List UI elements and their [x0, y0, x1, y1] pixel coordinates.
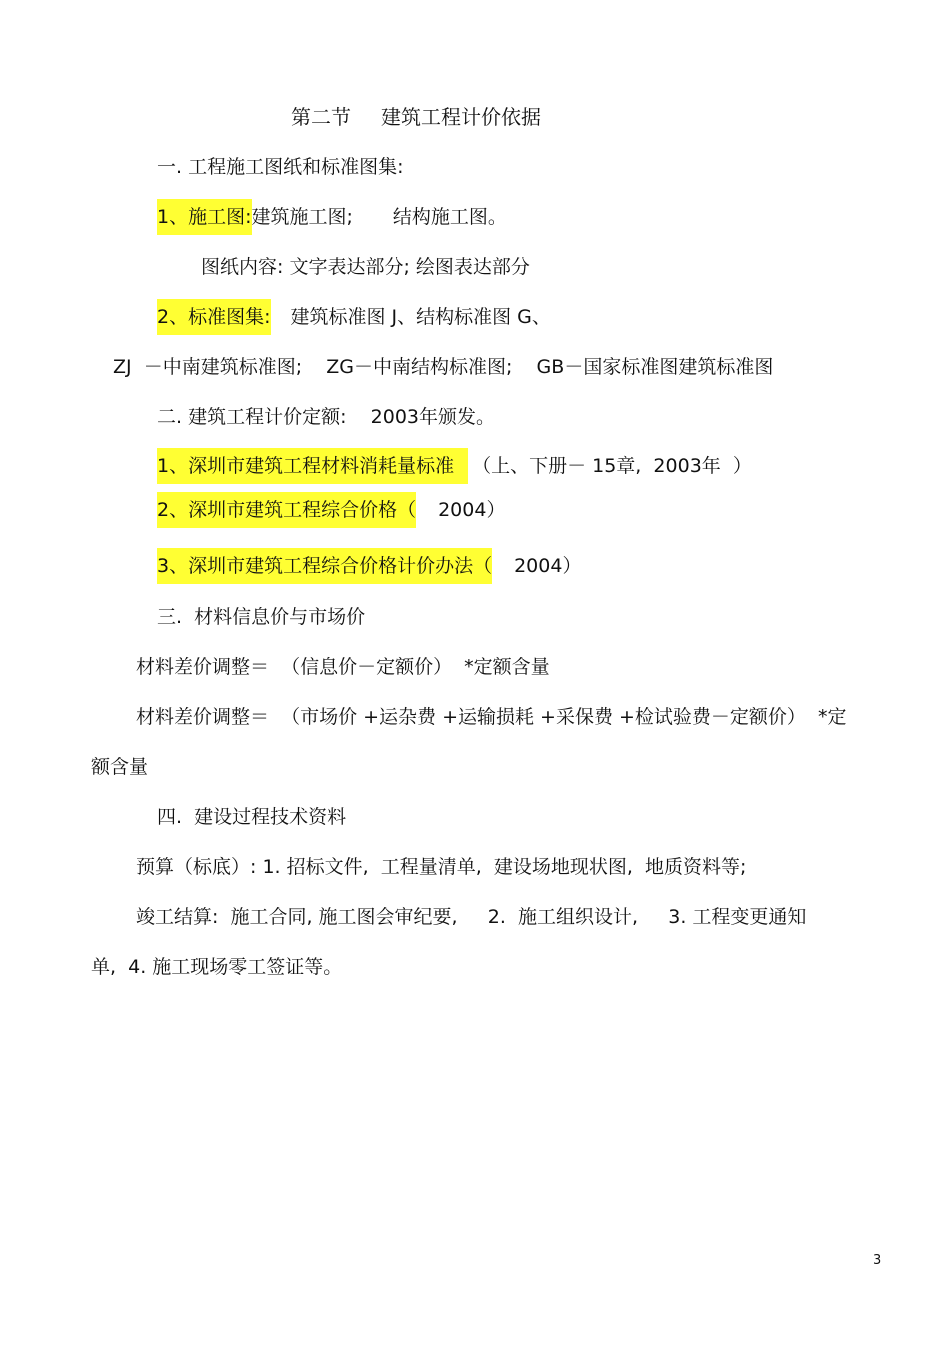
page-title: [291, 103, 541, 131]
section2-item2-text: 2004）: [438, 499, 506, 521]
section4-budget: 预算（标底）: 1. 招标文件, 工程量清单, 建设场地现状图, 地质资料等;: [136, 856, 747, 878]
section2-item3: [157, 548, 581, 584]
section1-item2-continuation: ZJ －中南建筑标准图; ZG－中南结构标准图; GB－国家标准图建筑标准图: [113, 356, 774, 378]
section1-item1-content: 图纸内容: 文字表达部分; 绘图表达部分: [201, 256, 530, 278]
section2-item1-label: 1、深圳市建筑工程材料消耗量标准: [157, 448, 468, 484]
section1-item2-text: 建筑标准图 J、结构标准图 G、: [290, 306, 551, 328]
section3-formula2: 材料差价调整＝ （市场价 +运杂费 +运输损耗 +采保费 +检试验费－定额价） *定: [136, 706, 847, 728]
section1-item2: [157, 299, 551, 335]
page-number: 3: [873, 1253, 882, 1268]
section2-item2-label: 2、深圳市建筑工程综合价格（: [157, 492, 416, 528]
section1-heading: 一. 工程施工图纸和标准图集:: [157, 156, 404, 178]
section2-item3-text: 2004）: [514, 555, 582, 577]
section2-item3-label: 3、深圳市建筑工程综合价格计价办法（: [157, 548, 492, 584]
section2-item1: [157, 448, 752, 484]
section3-formula2-continuation: 额含量: [91, 756, 149, 778]
section3-heading: 三. 材料信息价与市场价: [157, 606, 366, 628]
section1-item1-text-a: 建筑施工图;: [251, 206, 353, 228]
section1-item1-text-b: 结构施工图。: [392, 206, 507, 228]
section2-item1-text: （上、下册－ 15章, 2003年 ）: [472, 455, 752, 477]
section1-item2-label: 2、标准图集:: [157, 299, 271, 335]
section3-formula1: 材料差价调整＝ （信息价－定额价） *定额含量: [136, 656, 550, 678]
title-text: 建筑工程计价依据: [381, 105, 541, 129]
section4-heading: 四. 建设过程技术资料: [157, 806, 347, 828]
section2-heading: 二. 建筑工程计价定额: 2003年颁发。: [157, 406, 495, 428]
section2-item2: [157, 492, 505, 528]
section1-item1: [157, 199, 507, 235]
section1-item1-label: 1、施工图:: [157, 199, 252, 235]
title-section-number: 第二节: [291, 105, 351, 129]
section4-settlement-continuation: 单, 4. 施工现场零工签证等。: [91, 956, 343, 978]
section4-settlement: 竣工结算: 施工合同, 施工图会审纪要, 2. 施工组织设计, 3. 工程变更通知: [136, 906, 807, 928]
